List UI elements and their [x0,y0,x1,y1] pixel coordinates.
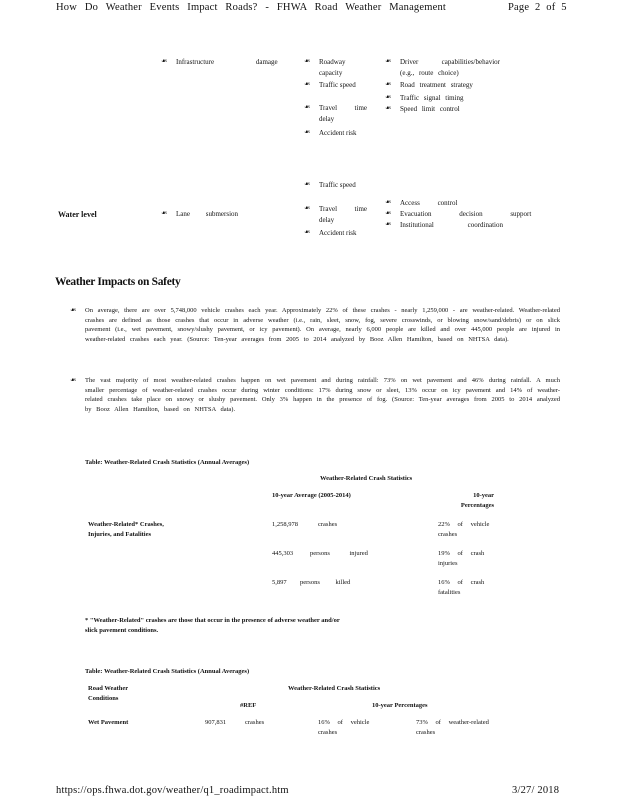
bullet-icon: ☙ [385,220,392,228]
bullet-icon: ☙ [304,128,311,136]
cell-percentage: 16% of crash fatalities [438,579,485,596]
column-header-ref: #REF [240,702,257,709]
cell-unit: crashes [245,719,265,726]
footer-url[interactable]: https://ops.fhwa.dot.gov/weather/q1_roadimpact.htm [56,785,289,796]
traffic-flow-item: Traffic speed [319,81,356,89]
bullet-icon: ☙ [304,204,311,212]
operational-item: Traffic signal timing [400,94,464,102]
bullet-icon: ☙ [70,306,77,314]
table-group-header: Weather-Related Crash Statistics [288,685,381,692]
operational-item: Road treatment strategy [400,81,473,89]
cell-value: 5,897 [272,579,287,586]
impact-item: Infrastructure damage [176,58,278,66]
column-header-average: 10-year Average (2005-2014) [272,492,351,499]
cell-value: 445,303 [272,550,294,557]
cell-condition: Wet Pavement [88,719,129,726]
operational-item: Access control [400,199,458,207]
traffic-flow-item: Accident risk [319,229,357,237]
header-page-number: Page 2 of 5 [508,2,567,13]
bullet-icon: ☙ [304,103,311,111]
table-group-header: Weather-Related Crash Statistics [320,475,413,482]
safety-paragraph: The vast majority of most weather-related crashes happen on wet pavement and during rainfall: 73% on wet pavement and 46% during rainfall. A much smaller percentage of weather-related crashes occur during winter conditions: 17% during snow or sleet, 13% occur on icy pavement and 14% of weather-related crashes take place on snowy or slushy pavement. Only 3% happen in the presence of fog. (Source: Ten-year averages from 2005 to 2014 analyzed by Booz Allen Hamilton, based on NHTSA data). [85,377,560,413]
cell-unit: persons killed [300,579,351,586]
cell-unit: persons injured [310,550,368,557]
cell-percentage: 16% of vehicle crashes [318,719,370,736]
row-label: Weather-Related* Crashes, Injuries, and Fatalities [88,521,164,538]
operational-item: Evacuation decision support [400,210,532,218]
bullet-icon: ☙ [304,57,311,65]
table-caption: Table: Weather-Related Crash Statistics (Annual Averages) [85,459,250,466]
footer-date: 3/27/ 2018 [512,785,560,796]
bullet-icon: ☙ [385,209,392,217]
traffic-flow-item: Roadway capacity [319,58,346,77]
bullet-icon: ☙ [161,57,168,65]
traffic-flow-item: Accident risk [319,129,357,137]
table-caption: Table: Weather-Related Crash Statistics (Annual Averages) [85,668,250,675]
bullet-icon: ☙ [385,93,392,101]
bullet-icon: ☙ [385,104,392,112]
operational-item: Institutional coordination [400,221,503,229]
cell-percentage: 19% of crash injuries [438,550,485,567]
bullet-icon: ☙ [385,198,392,206]
column-header-percentages: 10-year Percentages [460,492,494,509]
bullet-icon: ☙ [304,228,311,236]
cell-value: 1,258,978 [272,521,298,528]
impact-item: Lane submersion [176,210,239,218]
cell-percentage: 22% of vehicle crashes [438,521,490,538]
header-title: How Do Weather Events Impact Roads? - FHWA Road Weather Management [56,2,447,13]
cell-percentage: 73% of weather-related crashes [416,719,489,736]
bullet-icon: ☙ [304,180,311,188]
table-footnote: * "Weather-Related" crashes are those that occur in the presence of adverse weather and/or slick pavement conditions. [85,617,340,634]
bullet-icon: ☙ [385,57,392,65]
operational-item: Driver capabilities/behavior (e.g., route choice) [400,58,500,77]
column-header-conditions: Road Weather Conditions [88,685,129,702]
cell-value: 907,831 [205,719,227,726]
section-heading: Weather Impacts on Safety [55,276,181,288]
column-header-percentages: 10-year Percentages [372,702,428,709]
traffic-flow-item: Travel time delay [319,205,367,224]
bullet-icon: ☙ [70,376,77,384]
weather-variable: Water level [58,210,97,219]
traffic-flow-item: Travel time delay [319,104,367,123]
bullet-icon: ☙ [385,80,392,88]
bullet-icon: ☙ [161,209,168,217]
safety-paragraph: On average, there are over 5,748,000 vehicle crashes each year. Approximately 22% of these crashes - nearly 1,259,000 - are weather-related. Weather-related crashes are defined as those crashes that occur in adverse weather (i.e., rain, sleet, snow, fog, severe crosswinds, or blowing snow/sand/debris) or on slick pavement (i.e., wet pavement, snowy/slushy pavement, or icy pavement). On average, nearly 6,000 people are killed and over 445,000 people are injured in weather-related crashes each year. (Source: Ten-year averages from 2005 to 2014 analyzed by Booz Allen Hamilton, based on NHTSA data). [85,307,560,343]
traffic-flow-item: Traffic speed [319,181,356,189]
bullet-icon: ☙ [304,80,311,88]
operational-item: Speed limit control [400,105,460,113]
cell-unit: crashes [318,521,338,528]
